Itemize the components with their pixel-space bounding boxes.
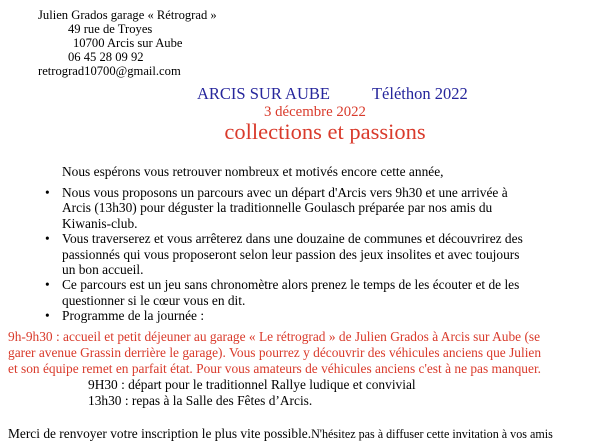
bullet-line: Kiwanis-club. xyxy=(62,215,138,231)
event-title-line xyxy=(197,84,468,104)
program-line: 9h-9h30 : accueil et petit déjeuner au garage « Le rétrograd » de Julien Grados à Arcis sur Aube (se xyxy=(8,329,541,344)
bullet-line: Nous vous proposons un parcours avec un départ d'Arcis vers 9h30 et une arrivée à xyxy=(62,185,508,200)
letterhead-email: retrograd10700@gmail.com xyxy=(38,64,181,78)
event-date: 3 décembre 2022 xyxy=(264,104,366,120)
bullet-text xyxy=(62,185,508,231)
schedule-block xyxy=(88,377,416,408)
letterhead-city: 10700 Arcis sur Aube xyxy=(73,36,183,50)
bullet-item xyxy=(45,308,523,323)
program-paragraph xyxy=(8,329,541,377)
closing-line xyxy=(8,426,553,442)
bullet-marker: • xyxy=(45,308,50,324)
bullet-line: Ce parcours est un jeu sans chronomètre alors prenez le temps de les écouter et de les xyxy=(62,277,520,293)
bullet-marker: • xyxy=(45,185,50,200)
bullet-line: un bon accueil. xyxy=(62,262,144,278)
bullet-text xyxy=(62,308,204,323)
bullet-item xyxy=(45,185,523,231)
bullet-line: questionner si le cœur vous en dit. xyxy=(62,292,246,308)
intro-line: Nous espérons vous retrouver nombreux et motivés encore cette année, xyxy=(62,164,444,179)
event-name: Téléthon 2022 xyxy=(371,84,468,103)
bullet-line: Vous traverserez et vous arrêterez dans une douzaine de communes et découvrirez des xyxy=(62,231,523,247)
bullet-item xyxy=(45,231,523,277)
bullet-line: Programme de la journée : xyxy=(62,308,205,324)
program-line: et son équipe remet en parfait état. Pour vous amateurs de véhicules anciens c'est à ne pas manquer. xyxy=(8,361,542,376)
event-subtitle: collections et passions xyxy=(224,119,426,144)
bullet-text xyxy=(62,277,519,308)
letterhead-street: 49 rue de Troyes xyxy=(68,22,153,36)
event-city: ARCIS SUR AUBE xyxy=(197,84,330,103)
bullet-marker: • xyxy=(45,277,50,293)
bullet-marker: • xyxy=(45,231,50,247)
bullet-list xyxy=(45,185,523,324)
letterhead-name: Julien Grados garage « Rétrograd » xyxy=(38,8,217,22)
bullet-line: passionnés qui vous proposeront selon leur passion des jeux insolites et avec toujours xyxy=(62,246,520,262)
closing-main: Merci de renvoyer votre inscription le plus vite possible. xyxy=(8,426,312,441)
letterhead-phone: 06 45 28 09 92 xyxy=(68,50,144,64)
schedule-line-repas: 13h30 : repas à la Salle des Fêtes d’Arcis. xyxy=(88,392,313,408)
bullet-text xyxy=(62,231,523,277)
schedule-line-depart: 9H30 : départ pour le traditionnel Rallye ludique et convivial xyxy=(88,377,416,392)
bullet-line: Arcis (13h30) pour déguster la traditionnelle Goulasch préparée par nos amis du xyxy=(62,200,493,216)
program-line: garer avenue Grassin derrière le garage). Vous pourrez y découvrir des véhicules anciens que Julien xyxy=(8,345,542,360)
letterhead xyxy=(0,8,217,78)
bullet-item xyxy=(45,277,523,308)
closing-note: N'hésitez pas à diffuser cette invitation à vos amis xyxy=(311,427,553,441)
